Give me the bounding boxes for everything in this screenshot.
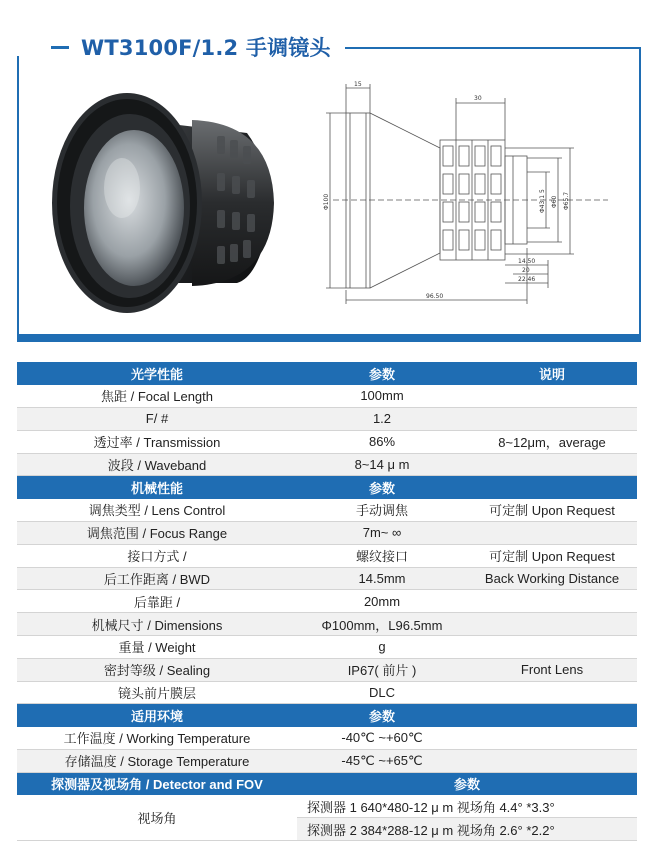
fov-header — [17, 772, 637, 795]
table-row — [17, 408, 637, 431]
table-row — [17, 727, 637, 750]
header-cell: 参数 — [297, 476, 467, 499]
param-name: 透过率 / Transmission — [17, 430, 297, 453]
header-cell: 光学性能 — [17, 362, 297, 385]
fov-row — [17, 795, 637, 818]
section-header — [17, 476, 637, 499]
table-row — [17, 499, 637, 522]
table-row — [17, 385, 637, 408]
fov-header-left: 探测器及视场角 / Detector and FOV — [17, 772, 297, 795]
table-row — [17, 544, 637, 567]
param-note — [467, 590, 637, 613]
header-cell — [467, 704, 637, 727]
param-value: 20mm — [297, 590, 467, 613]
param-value: 7m~ ∞ — [297, 522, 467, 545]
fov-value: 探测器 1 640*480-12 μ m 视场角 4.4° *3.3° — [297, 795, 637, 818]
dim-9650: 96.50 — [426, 293, 444, 300]
header-cell: 机械性能 — [17, 476, 297, 499]
param-value: 手动调焦 — [297, 499, 467, 522]
table-row — [17, 636, 637, 659]
table-row — [17, 590, 637, 613]
param-note: 可定制 Upon Request — [467, 499, 637, 522]
param-name: 存储温度 / Storage Temperature — [17, 750, 297, 773]
param-value: 1.2 — [297, 408, 467, 431]
param-note — [467, 613, 637, 636]
param-name: 镜头前片膜层 — [17, 681, 297, 704]
fov-label: 视场角 — [17, 795, 297, 841]
param-value: 100mm — [297, 385, 467, 408]
param-note: Back Working Distance — [467, 567, 637, 590]
title-block — [37, 32, 345, 62]
param-note — [467, 750, 637, 773]
param-value: IP67( 前片 ) — [297, 658, 467, 681]
header-cell: 适用环境 — [17, 704, 297, 727]
param-note: Front Lens — [467, 658, 637, 681]
param-name: 后工作距离 / BWD — [17, 567, 297, 590]
param-name: 工作温度 / Working Temperature — [17, 727, 297, 750]
table-row — [17, 567, 637, 590]
header-cell: 说明 — [467, 362, 637, 385]
param-value: 螺纹接口 — [297, 544, 467, 567]
frame-bottom-bar — [17, 334, 641, 342]
param-name: 接口方式 / — [17, 544, 297, 567]
table-row — [17, 750, 637, 773]
lens-photo — [42, 78, 282, 318]
dim-43: Φ43.1 5 — [539, 189, 546, 213]
section-header — [17, 362, 637, 385]
param-value: DLC — [297, 681, 467, 704]
param-name: 焦距 / Focal Length — [17, 385, 297, 408]
param-name: 后靠距 / — [17, 590, 297, 613]
param-note — [467, 727, 637, 750]
param-note — [467, 636, 637, 659]
param-value: g — [297, 636, 467, 659]
dim-657: Φ65.7 — [563, 191, 570, 210]
param-name: 密封等级 / Sealing — [17, 658, 297, 681]
param-value: -45℃ ~+65℃ — [297, 750, 467, 773]
param-value: 14.5mm — [297, 567, 467, 590]
param-note — [467, 453, 637, 476]
header-cell — [467, 476, 637, 499]
table-row — [17, 430, 637, 453]
table-row — [17, 613, 637, 636]
param-name: 重量 / Weight — [17, 636, 297, 659]
header-cell: 参数 — [297, 704, 467, 727]
fov-value: 探测器 2 384*288-12 μ m 视场角 2.6° *2.2° — [297, 818, 637, 841]
dim-1450: 14.50 — [518, 258, 536, 265]
param-name: 调焦范围 / Focus Range — [17, 522, 297, 545]
param-value: 86% — [297, 430, 467, 453]
param-name: 波段 / Waveband — [17, 453, 297, 476]
param-note — [467, 522, 637, 545]
dim-15: 15 — [354, 81, 362, 88]
dim-30: 30 — [474, 95, 482, 102]
header-cell: 参数 — [297, 362, 467, 385]
fov-header-right: 参数 — [297, 772, 637, 795]
param-note — [467, 408, 637, 431]
param-note: 8~12μm，average — [467, 430, 637, 453]
dim-20: 20 — [522, 267, 530, 274]
spec-table — [17, 362, 637, 841]
param-name: 调焦类型 / Lens Control — [17, 499, 297, 522]
table-row — [17, 453, 637, 476]
title-dash — [51, 46, 69, 49]
param-note — [467, 385, 637, 408]
title-rule — [335, 47, 605, 49]
param-name: 机械尺寸 / Dimensions — [17, 613, 297, 636]
technical-drawing — [318, 78, 618, 310]
param-value: -40℃ ~+60℃ — [297, 727, 467, 750]
param-note — [467, 681, 637, 704]
param-name: F/ # — [17, 408, 297, 431]
param-value: Φ100mm，L96.5mm — [297, 613, 467, 636]
section-header — [17, 704, 637, 727]
table-row — [17, 658, 637, 681]
param-note: 可定制 Upon Request — [467, 544, 637, 567]
param-value: 8~14 μ m — [297, 453, 467, 476]
dim-100: Φ100 — [323, 193, 330, 210]
table-row — [17, 681, 637, 704]
page-title: WT3100F/1.2 手调镜头 — [81, 36, 331, 60]
table-row — [17, 522, 637, 545]
dim-60: Φ60 — [551, 195, 558, 208]
dim-2246: 22.46 — [518, 276, 536, 283]
